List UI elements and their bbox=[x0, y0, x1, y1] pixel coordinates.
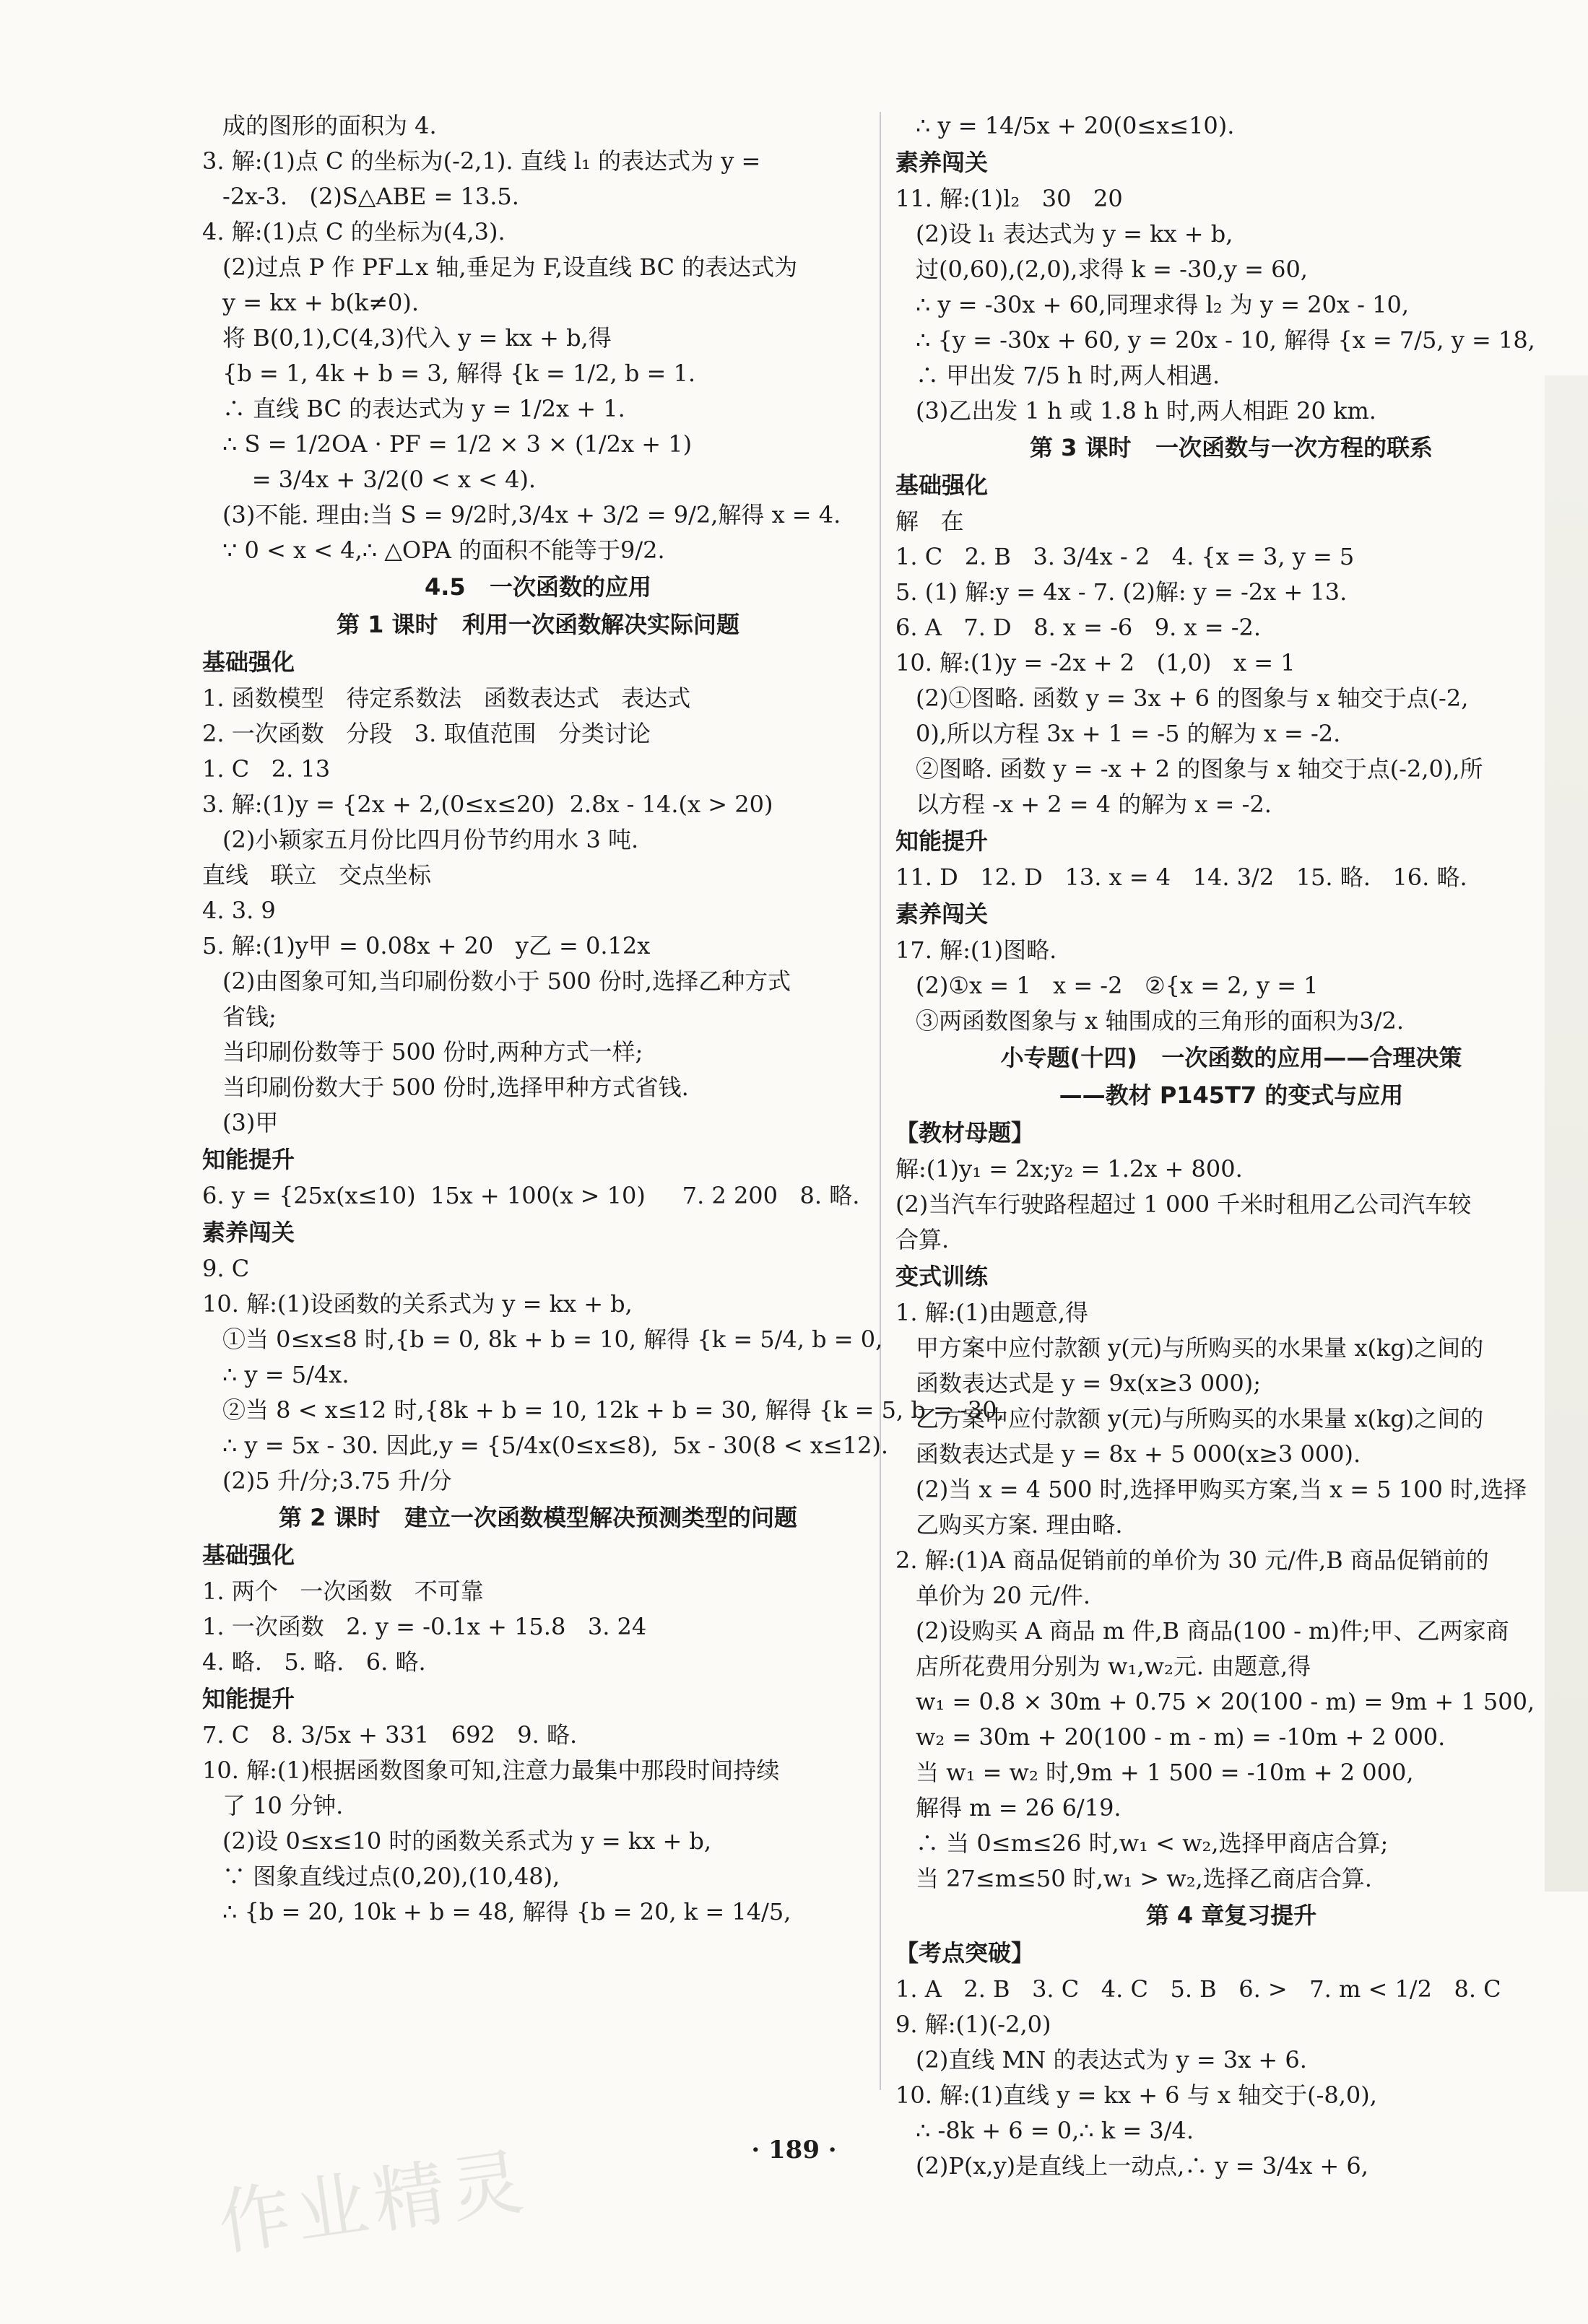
answer-line: 11. D 12. D 13. x = 4 14. 3/2 15. 略. 16. 略. bbox=[895, 863, 1467, 891]
answer-line: (2)直线 MN 的表达式为 y = 3x + 6. bbox=[916, 2046, 1307, 2073]
answer-line: ∵ 图象直线过点(0,20),(10,48), bbox=[222, 1863, 560, 1890]
lesson-title: ——教材 P145T7 的变式与应用 bbox=[1059, 1082, 1404, 1109]
section-heading: 知能提升 bbox=[895, 827, 989, 855]
answer-line: w₂ = 30m + 20(100 - m - m) = -10m + 2 000. bbox=[916, 1723, 1446, 1751]
section-heading: 素养闯关 bbox=[202, 1219, 295, 1246]
answer-line: 1. 两个 一次函数 不可靠 bbox=[202, 1577, 484, 1605]
answer-line: 6. A 7. D 8. x = -6 9. x = -2. bbox=[895, 614, 1262, 641]
answer-line: 5. (1) 解:y = 4x - 7. (2)解: y = -2x + 13. bbox=[895, 578, 1348, 606]
answer-line: (2)过点 P 作 PF⊥x 轴,垂足为 F,设直线 BC 的表达式为 bbox=[222, 253, 798, 281]
answer-line: (2)小颖家五月份比四月份节约用水 3 吨. bbox=[222, 826, 639, 853]
answer-line: 当 27≤m≤50 时,w₁ > w₂,选择乙商店合算. bbox=[916, 1865, 1372, 1892]
answer-line: (3)乙出发 1 h 或 1.8 h 时,两人相距 20 km. bbox=[916, 397, 1376, 425]
lesson-title: 第 3 课时 一次函数与一次方程的联系 bbox=[1030, 434, 1433, 461]
answer-line: ∴ {b = 20, 10k + b = 48, 解得 {b = 20, k = 14/5, bbox=[222, 1898, 791, 1925]
section-heading: 知能提升 bbox=[202, 1146, 295, 1173]
right-column bbox=[895, 108, 1567, 2184]
answer-line: 店所花费用分别为 w₁,w₂元. 由题意,得 bbox=[916, 1653, 1311, 1680]
answer-line: 了 10 分钟. bbox=[222, 1792, 344, 1819]
answer-line: 4. 略. 5. 略. 6. 略. bbox=[202, 1648, 426, 1676]
answer-line: ∴ 当 0≤m≤26 时,w₁ < w₂,选择甲商店合算; bbox=[916, 1829, 1389, 1857]
lesson-title: 小专题(十四) 一次函数的应用——合理决策 bbox=[1000, 1044, 1462, 1071]
answer-line: 1. 解:(1)由题意,得 bbox=[895, 1299, 1088, 1326]
answer-line: ∴ 直线 BC 的表达式为 y = 1/2x + 1. bbox=[222, 395, 625, 422]
answer-line: 2. 解:(1)A 商品促销前的单价为 30 元/件,B 商品促销前的 bbox=[895, 1546, 1489, 1574]
answer-line: 函数表达式是 y = 9x(x≥3 000); bbox=[916, 1370, 1262, 1397]
answer-line: 省钱; bbox=[222, 1003, 277, 1030]
section-heading: 素养闯关 bbox=[895, 149, 989, 176]
answer-line: (2)①x = 1 x = -2 ②{x = 2, y = 1 bbox=[916, 972, 1319, 999]
answer-line: (2)当 x = 4 500 时,选择甲购买方案,当 x = 5 100 时,选择 bbox=[916, 1476, 1527, 1503]
answer-line: 乙方案中应付款额 y(元)与所购买的水果量 x(kg)之间的 bbox=[916, 1405, 1484, 1432]
answer-line: 以方程 -x + 2 = 4 的解为 x = -2. bbox=[916, 791, 1272, 818]
answer-line: 3. 解:(1)y = {2x + 2,(0≤x≤20) 2.8x - 14.(x > 20) bbox=[202, 791, 773, 818]
answer-line: 10. 解:(1)根据函数图象可知,注意力最集中那段时间持续 bbox=[202, 1757, 780, 1784]
answer-line: (2)P(x,y)是直线上一动点,∴ y = 3/4x + 6, bbox=[916, 2152, 1368, 2180]
section-heading: 素养闯关 bbox=[895, 900, 989, 928]
answer-line: 成的图形的面积为 4. bbox=[222, 112, 437, 139]
answer-line: ∴ 甲出发 7/5 h 时,两人相遇. bbox=[916, 362, 1220, 389]
answer-line: 9. 解:(1)(-2,0) bbox=[895, 2011, 1051, 2038]
answer-line: 10. 解:(1)y = -2x + 2 (1,0) x = 1 bbox=[895, 649, 1296, 676]
answer-line: y = kx + b(k≠0). bbox=[222, 289, 420, 316]
section-heading: 基础强化 bbox=[202, 648, 295, 676]
answer-line: 9. C bbox=[202, 1255, 250, 1282]
answer-line: 直线 联立 交点坐标 bbox=[202, 861, 432, 889]
answer-line: 过(0,60),(2,0),求得 k = -30,y = 60, bbox=[916, 256, 1308, 283]
answer-line: ∴ y = 5/4x. bbox=[222, 1361, 350, 1388]
answer-line: 合算. bbox=[895, 1226, 950, 1253]
lesson-title: 第 2 课时 建立一次函数模型解决预测类型的问题 bbox=[279, 1504, 797, 1531]
answer-line: 乙购买方案. 理由略. bbox=[916, 1511, 1123, 1539]
answer-line: 将 B(0,1),C(4,3)代入 y = kx + b,得 bbox=[222, 324, 612, 352]
lesson-title: 第 1 课时 利用一次函数解决实际问题 bbox=[337, 611, 739, 638]
answer-line: 1. A 2. B 3. C 4. C 5. B 6. > 7. m < 1/2 8. C bbox=[895, 1975, 1501, 2003]
answer-line: = 3/4x + 3/2(0 < x < 4). bbox=[222, 466, 537, 493]
answer-line: (2)设 l₁ 表达式为 y = kx + b, bbox=[916, 220, 1233, 248]
lesson-title: 第 4 章复习提升 bbox=[1145, 1902, 1317, 1929]
answer-line: 6. y = {25x(x≤10) 15x + 100(x > 10) 7. 2 200 8. 略. bbox=[202, 1182, 860, 1209]
answer-line: ①当 0≤x≤8 时,{b = 0, 8k + b = 10, 解得 {k = 5/4, b = 0, bbox=[222, 1326, 883, 1353]
answer-line: 解:(1)y₁ = 2x;y₂ = 1.2x + 800. bbox=[895, 1155, 1243, 1183]
answer-line: 1. 函数模型 待定系数法 函数表达式 表达式 bbox=[202, 684, 691, 712]
watermark-stamp: 作业精灵 bbox=[213, 2138, 534, 2266]
answer-line: (2)5 升/分;3.75 升/分 bbox=[222, 1467, 452, 1494]
answer-line: (2)当汽车行驶路程超过 1 000 千米时租用乙公司汽车较 bbox=[895, 1191, 1472, 1218]
answer-line: 解 在 bbox=[895, 508, 964, 535]
answer-line: 1. C 2. B 3. 3/4x - 2 4. {x = 3, y = 5 bbox=[895, 543, 1355, 570]
answer-line: 10. 解:(1)直线 y = kx + 6 与 x 轴交于(-8,0), bbox=[895, 2081, 1377, 2109]
answer-line: ③两函数图象与 x 轴围成的三角形的面积为3/2. bbox=[916, 1007, 1405, 1035]
answer-line: w₁ = 0.8 × 30m + 0.75 × 20(100 - m) = 9m + 1 500, bbox=[916, 1688, 1535, 1715]
answer-line: 10. 解:(1)设函数的关系式为 y = kx + b, bbox=[202, 1290, 633, 1318]
answer-line: ②图略. 函数 y = -x + 2 的图象与 x 轴交于点(-2,0),所 bbox=[916, 755, 1483, 783]
column-divider bbox=[880, 112, 881, 2090]
answer-line: (2)设购买 A 商品 m 件,B 商品(100 - m)件;甲、乙两家商 bbox=[916, 1617, 1509, 1645]
answer-line: 17. 解:(1)图略. bbox=[895, 936, 1057, 964]
section-heading: 变式训练 bbox=[895, 1263, 989, 1290]
answer-line: (3)不能. 理由:当 S = 9/2时,3/4x + 3/2 = 9/2,解得 x = 4. bbox=[222, 501, 841, 528]
page-number: · 189 · bbox=[751, 2136, 837, 2164]
answer-line: 甲方案中应付款额 y(元)与所购买的水果量 x(kg)之间的 bbox=[916, 1334, 1484, 1362]
answer-line: ∴ {y = -30x + 60, y = 20x - 10, 解得 {x = 7/5, y = 18, bbox=[916, 326, 1535, 354]
answer-line: 1. 一次函数 2. y = -0.1x + 15.8 3. 24 bbox=[202, 1613, 647, 1640]
answer-line: 2. 一次函数 分段 3. 取值范围 分类讨论 bbox=[202, 720, 651, 747]
section-heading: 基础强化 bbox=[895, 471, 989, 499]
answer-line: 5. 解:(1)y甲 = 0.08x + 20 y乙 = 0.12x bbox=[202, 932, 651, 959]
answer-line: ∴ y = -30x + 60,同理求得 l₂ 为 y = 20x - 10, bbox=[916, 291, 1410, 318]
lesson-title: 4.5 一次函数的应用 bbox=[424, 573, 652, 601]
answer-line: 11. 解:(1)l₂ 30 20 bbox=[895, 185, 1123, 212]
answer-line: ∴ -8k + 6 = 0,∴ k = 3/4. bbox=[916, 2117, 1194, 2144]
answer-line: 单价为 20 元/件. bbox=[916, 1582, 1091, 1609]
section-heading: 【教材母题】 bbox=[895, 1119, 1035, 1146]
answer-line: -2x-3. (2)S△ABE = 13.5. bbox=[222, 183, 519, 210]
section-heading: 基础强化 bbox=[202, 1541, 295, 1569]
answer-line: 当 w₁ = w₂ 时,9m + 1 500 = -10m + 2 000, bbox=[916, 1759, 1414, 1786]
answer-line: (2)设 0≤x≤10 时的函数关系式为 y = kx + b, bbox=[222, 1827, 712, 1855]
answer-line: ②当 8 < x≤12 时,{8k + b = 10, 12k + b = 30, 解得 {k = 5, b = -30, bbox=[222, 1396, 1005, 1424]
answer-line: 3. 解:(1)点 C 的坐标为(-2,1). 直线 l₁ 的表达式为 y = bbox=[202, 147, 761, 175]
answer-line: {b = 1, 4k + b = 3, 解得 {k = 1/2, b = 1. bbox=[222, 360, 696, 387]
answer-line: ∵ 0 < x < 4,∴ △OPA 的面积不能等于9/2. bbox=[222, 536, 665, 564]
answer-line: ∴ S = 1/2OA · PF = 1/2 × 3 × (1/2x + 1) bbox=[222, 430, 693, 458]
answer-line: (2)①图略. 函数 y = 3x + 6 的图象与 x 轴交于点(-2, bbox=[916, 684, 1469, 712]
answer-line: 1. C 2. 13 bbox=[202, 755, 331, 783]
answer-line: 0),所以方程 3x + 1 = -5 的解为 x = -2. bbox=[916, 720, 1341, 747]
answer-line: (3)甲 bbox=[222, 1109, 279, 1136]
answer-line: ∴ y = 14/5x + 20(0≤x≤10). bbox=[916, 112, 1235, 139]
answer-line: 函数表达式是 y = 8x + 5 000(x≥3 000). bbox=[916, 1440, 1361, 1468]
section-heading: 知能提升 bbox=[202, 1685, 295, 1712]
answer-line: (2)由图象可知,当印刷份数小于 500 份时,选择乙种方式 bbox=[222, 967, 791, 995]
answer-line: 当印刷份数大于 500 份时,选择甲种方式省钱. bbox=[222, 1074, 689, 1101]
section-heading: 【考点突破】 bbox=[895, 1939, 1035, 1967]
answer-line: ∴ y = 5x - 30. 因此,y = {5/4x(0≤x≤8), 5x - 30(8 < x≤12). bbox=[222, 1432, 889, 1459]
answer-line: 4. 解:(1)点 C 的坐标为(4,3). bbox=[202, 218, 506, 245]
answer-line: 4. 3. 9 bbox=[202, 897, 276, 924]
answer-line: 解得 m = 26 6/19. bbox=[916, 1794, 1121, 1822]
answer-line: 当印刷份数等于 500 份时,两种方式一样; bbox=[222, 1038, 643, 1066]
answer-line: 7. C 8. 3/5x + 331 692 9. 略. bbox=[202, 1721, 578, 1749]
